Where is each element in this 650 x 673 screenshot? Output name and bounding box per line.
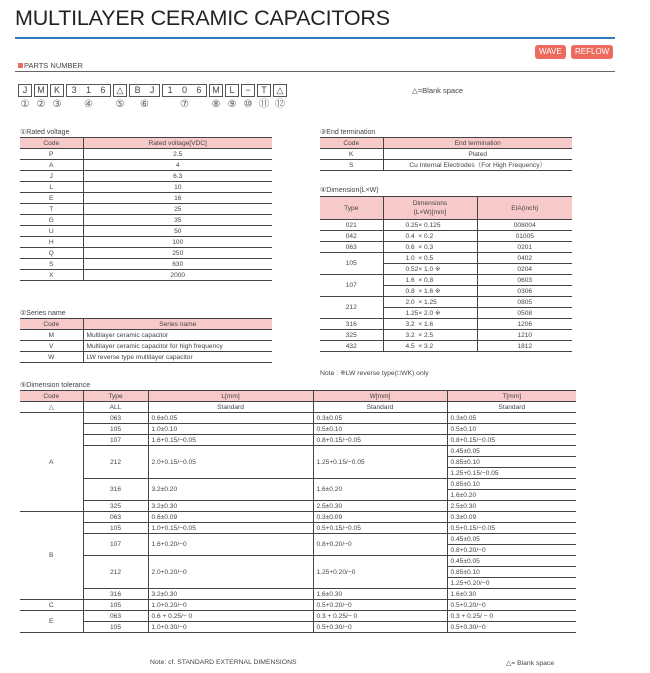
tolerance-note: Note: cf. STANDARD EXTERNAL DIMENSIONS — [150, 659, 297, 666]
table-row — [20, 330, 272, 341]
t-cell: 0.3 + 0.25/ − 0 — [447, 611, 576, 622]
square-bullet-icon — [18, 63, 23, 68]
table-row — [20, 435, 576, 446]
table-cell: 35 — [83, 215, 272, 226]
column-header: Type — [320, 197, 383, 220]
eia-cell: 008004 — [477, 220, 572, 231]
w-cell: 0.8+0.20/−0 — [313, 534, 447, 556]
table-row — [20, 352, 272, 363]
table-cell: M — [20, 330, 83, 341]
column-header: EIA(inch) — [477, 197, 572, 220]
dimension-note: Note : ※LW reverse type(□WK) only — [320, 370, 429, 377]
table-row — [20, 341, 272, 352]
table-cell: 630 — [83, 259, 272, 270]
table-row — [20, 237, 272, 248]
type-cell: 325 — [320, 330, 383, 341]
table-row — [20, 534, 576, 545]
w-cell: 0.8+0.15/−0.05 — [313, 435, 447, 446]
table-row — [320, 275, 572, 286]
type-cell: 316 — [83, 589, 148, 600]
dimension-cell: 1.0 × 0.5 — [383, 253, 477, 264]
table-cell: U — [20, 226, 83, 237]
eia-cell: 1206 — [477, 319, 572, 330]
table-cell: 16 — [83, 193, 272, 204]
type-cell: ALL — [83, 402, 148, 413]
type-cell: 107 — [83, 435, 148, 446]
part-code-box — [129, 84, 160, 97]
part-code-box — [241, 84, 255, 97]
l-cell: 1.0+0.20/−0 — [148, 600, 313, 611]
w-cell: 0.5±0.10 — [313, 424, 447, 435]
position-number: ④ — [84, 99, 93, 110]
w-cell: 1.25+0.20/−0 — [313, 556, 447, 589]
part-code-char: B — [134, 85, 141, 95]
type-cell: 107 — [83, 534, 148, 556]
position-number: ⑦ — [180, 99, 189, 110]
table-cell: 25 — [83, 204, 272, 215]
rated-voltage-label: ①Rated voltage — [20, 129, 70, 136]
column-header: Code — [20, 319, 83, 330]
table-cell: 2.5 — [83, 149, 272, 160]
position-number: ⑧ — [211, 99, 221, 110]
table-cell: H — [20, 237, 83, 248]
table-cell: 100 — [83, 237, 272, 248]
rated-voltage-table — [20, 137, 272, 281]
eia-cell: 0508 — [477, 308, 572, 319]
part-code-char: 1 — [85, 85, 91, 95]
table-cell: W — [20, 352, 83, 363]
type-cell: 325 — [83, 501, 148, 512]
table-cell: LW reverse type multilayer capacitor — [83, 352, 272, 363]
dimension-label: ④Dimension(L×W) — [320, 187, 379, 194]
table-cell: 10 — [83, 182, 272, 193]
type-cell: 316 — [320, 319, 383, 330]
l-cell: 2.0+0.15/−0.05 — [148, 446, 313, 479]
column-header: End termination — [383, 138, 572, 149]
part-code-char: 6 — [196, 85, 202, 95]
t-cell: 0.5+0.15/−0.05 — [447, 523, 576, 534]
l-cell: 1.0±0.10 — [148, 424, 313, 435]
table-row — [320, 319, 572, 330]
table-cell: G — [20, 215, 83, 226]
code-cell: B — [20, 512, 83, 600]
l-cell: 0.6±0.09 — [148, 512, 313, 523]
dimension-cell: 0.52× 1.0 ※ — [383, 264, 477, 275]
eia-cell: 1210 — [477, 330, 572, 341]
t-cell: 1.6±0.20 — [447, 490, 576, 501]
parts-number-heading — [18, 61, 83, 70]
l-cell: 1.6+0.15/−0.05 — [148, 435, 313, 446]
table-cell: X — [20, 270, 83, 281]
type-cell: 105 — [83, 424, 148, 435]
table-cell: T — [20, 204, 83, 215]
t-cell: 1.25+0.20/−0 — [447, 578, 576, 589]
blank-space-note: △=Blank space — [412, 86, 464, 95]
l-cell: 0.6 + 0.25/− 0 — [148, 611, 313, 622]
dimension-cell: 3.2 × 1.6 — [383, 319, 477, 330]
wave-badge: WAVE — [535, 45, 566, 59]
column-header: Code — [20, 391, 83, 402]
table-row — [20, 479, 576, 490]
column-header: Code — [320, 138, 383, 149]
section-divider — [15, 71, 615, 72]
part-code-box — [162, 84, 207, 97]
l-cell: 1.6+0.20/−0 — [148, 534, 313, 556]
dimension-cell: 0.8 × 1.6 ※ — [383, 286, 477, 297]
dimension-cell: 3.2 × 2.5 — [383, 330, 477, 341]
eia-cell: 01005 — [477, 231, 572, 242]
part-code-char: 0 — [181, 85, 187, 95]
position-number: ② — [36, 99, 46, 110]
table-cell: K — [320, 149, 383, 160]
w-cell: 1.6±0.30 — [313, 589, 447, 600]
blank-space-footnote: △= Blank space — [506, 660, 555, 667]
position-number: ⑤ — [115, 99, 125, 110]
table-row — [320, 160, 572, 171]
t-cell: Standard — [447, 402, 576, 413]
type-cell: 063 — [83, 413, 148, 424]
table-cell: A — [20, 160, 83, 171]
position-number: ⑪ — [259, 99, 269, 110]
table-row — [320, 253, 572, 264]
column-header — [383, 197, 477, 220]
type-cell: 063 — [83, 611, 148, 622]
type-cell: 316 — [83, 479, 148, 501]
table-row — [20, 160, 272, 171]
eia-cell: 1812 — [477, 341, 572, 352]
table-cell: J — [20, 171, 83, 182]
part-code-box — [257, 84, 271, 97]
table-cell: L — [20, 182, 83, 193]
table-row — [20, 402, 576, 413]
page-title: MULTILAYER CERAMIC CAPACITORS — [15, 6, 390, 30]
part-code-box — [113, 84, 127, 97]
dimension-cell: 2.0 × 1.25 — [383, 297, 477, 308]
w-cell: Standard — [313, 402, 447, 413]
tolerance-table — [20, 390, 576, 633]
part-code-char: J — [22, 85, 28, 95]
part-code-char: L — [229, 85, 235, 95]
table-row — [20, 556, 576, 567]
type-cell: 105 — [83, 523, 148, 534]
t-cell: 0.5±0.10 — [447, 424, 576, 435]
t-cell: 0.85±0.10 — [447, 479, 576, 490]
table-cell: V — [20, 341, 83, 352]
l-cell: 3.2±0.30 — [148, 501, 313, 512]
table-row — [320, 330, 572, 341]
position-number: ⑩ — [243, 99, 253, 110]
table-row — [20, 622, 576, 633]
t-cell: 0.85±0.10 — [447, 457, 576, 468]
dimension-cell: 0.4 × 0.2 — [383, 231, 477, 242]
w-cell: 0.3±0.09 — [313, 512, 447, 523]
type-cell: 432 — [320, 341, 383, 352]
w-cell: 1.6±0.20 — [313, 479, 447, 501]
table-cell: 4 — [83, 160, 272, 171]
part-code-box — [225, 84, 239, 97]
table-row — [20, 413, 576, 424]
table-row — [20, 204, 272, 215]
table-row — [20, 259, 272, 270]
tolerance-label: ⑤Dimension tolerance — [20, 382, 91, 389]
table-row — [20, 171, 272, 182]
code-cell: C — [20, 600, 83, 611]
eia-cell: 0201 — [477, 242, 572, 253]
part-code-box — [209, 84, 223, 97]
table-cell: Cu Internal Electrodes（For High Frequency） — [383, 160, 572, 171]
t-cell: 1.25+0.15/−0.05 — [447, 468, 576, 479]
dimension-cell: 4.5 × 3.2 — [383, 341, 477, 352]
position-number: ⑨ — [227, 99, 237, 110]
position-number: ⑥ — [140, 99, 149, 110]
type-cell: 212 — [83, 556, 148, 589]
dimension-cell: 1.6 × 0.8 — [383, 275, 477, 286]
type-cell: 021 — [320, 220, 383, 231]
t-cell: 0.8+0.20/−0 — [447, 545, 576, 556]
column-header: Series name — [83, 319, 272, 330]
table-row — [20, 215, 272, 226]
table-row — [20, 523, 576, 534]
table-row — [20, 270, 272, 281]
part-code-char: − — [245, 85, 251, 95]
table-row — [20, 600, 576, 611]
column-header: W[mm] — [313, 391, 447, 402]
part-code-char: △ — [276, 85, 284, 95]
eia-cell: 0805 — [477, 297, 572, 308]
table-row — [20, 589, 576, 600]
eia-cell: 0402 — [477, 253, 572, 264]
code-cell: A — [20, 413, 83, 512]
w-cell: 2.5±0.30 — [313, 501, 447, 512]
header-line: Dimensions — [412, 200, 448, 207]
position-number: ① — [20, 99, 30, 110]
table-cell: 250 — [83, 248, 272, 259]
reflow-badge: REFLOW — [571, 45, 613, 59]
t-cell: 0.3±0.09 — [447, 512, 576, 523]
l-cell: 2.0+0.20/−0 — [148, 556, 313, 589]
table-row — [20, 501, 576, 512]
column-header: T[mm] — [447, 391, 576, 402]
series-name-label: ②Series name — [20, 310, 66, 317]
part-code-char: K — [53, 85, 60, 95]
eia-cell: 0603 — [477, 275, 572, 286]
part-code-char: △ — [116, 85, 124, 95]
part-code-box — [50, 84, 64, 97]
t-cell: 0.85±0.10 — [447, 567, 576, 578]
position-number: ⑫ — [275, 99, 285, 110]
part-code-char: M — [212, 85, 220, 95]
table-cell: P — [20, 149, 83, 160]
type-cell: 063 — [83, 512, 148, 523]
l-cell: 3.2±0.20 — [148, 479, 313, 501]
type-cell: 212 — [320, 297, 383, 319]
table-row — [320, 149, 572, 160]
table-cell: Q — [20, 248, 83, 259]
table-cell: S — [320, 160, 383, 171]
t-cell: 1.6±0.30 — [447, 589, 576, 600]
type-cell: 105 — [83, 600, 148, 611]
w-cell: 0.3±0.05 — [313, 413, 447, 424]
table-cell: S — [20, 259, 83, 270]
type-cell: 063 — [320, 242, 383, 253]
table-cell: Multilayer ceramic capacitor for high frequency — [83, 341, 272, 352]
table-row — [20, 248, 272, 259]
position-number: ③ — [52, 99, 62, 110]
table-row — [320, 242, 572, 253]
part-code-box — [18, 84, 32, 97]
part-code-box — [34, 84, 48, 97]
table-cell: 50 — [83, 226, 272, 237]
dimension-cell: 0.6 × 0.3 — [383, 242, 477, 253]
table-row — [20, 446, 576, 457]
t-cell: 0.5+0.20/−0 — [447, 600, 576, 611]
table-row — [20, 182, 272, 193]
t-cell: 2.5±0.30 — [447, 501, 576, 512]
t-cell: 0.5+0.30/−0 — [447, 622, 576, 633]
end-termination-label: ③End termination — [320, 129, 376, 136]
table-row — [20, 149, 272, 160]
end-termination-table — [320, 137, 572, 171]
table-row — [20, 193, 272, 204]
table-row — [320, 231, 572, 242]
table-cell: Plated — [383, 149, 572, 160]
l-cell: 1.0+0.15/−0.05 — [148, 523, 313, 534]
eia-cell: 0306 — [477, 286, 572, 297]
l-cell: 3.2±0.30 — [148, 589, 313, 600]
t-cell: 0.8+0.15/−0.05 — [447, 435, 576, 446]
t-cell: 0.45±0.05 — [447, 446, 576, 457]
type-cell: 107 — [320, 275, 383, 297]
t-cell: 0.3±0.05 — [447, 413, 576, 424]
table-row — [320, 297, 572, 308]
column-header: Rated voltage[VDC] — [83, 138, 272, 149]
type-cell: 212 — [83, 446, 148, 479]
dimension-cell: 0.25× 0.125 — [383, 220, 477, 231]
t-cell: 0.45±0.05 — [447, 556, 576, 567]
table-row — [20, 611, 576, 622]
table-cell: 2000 — [83, 270, 272, 281]
l-cell: 0.6±0.05 — [148, 413, 313, 424]
table-row — [320, 220, 572, 231]
w-cell: 1.25+0.15/−0.05 — [313, 446, 447, 479]
l-cell: Standard — [148, 402, 313, 413]
part-code-box — [273, 84, 287, 97]
column-header: Code — [20, 138, 83, 149]
table-row — [20, 424, 576, 435]
part-code-char: 1 — [167, 85, 173, 95]
table-row — [320, 341, 572, 352]
t-cell: 0.45±0.05 — [447, 534, 576, 545]
type-cell: 105 — [320, 253, 383, 275]
table-cell: E — [20, 193, 83, 204]
part-code-char: 3 — [71, 85, 77, 95]
title-divider — [15, 37, 615, 39]
w-cell: 0.5+0.20/−0 — [313, 600, 447, 611]
type-cell: 105 — [83, 622, 148, 633]
code-cell: △ — [20, 402, 83, 413]
type-cell: 042 — [320, 231, 383, 242]
column-header: L[mm] — [148, 391, 313, 402]
l-cell: 1.0+0.30/−0 — [148, 622, 313, 633]
parts-number-label: PARTS NUMBER — [24, 61, 83, 70]
w-cell: 0.5+0.15/−0.05 — [313, 523, 447, 534]
header-line: (L×W)[mm] — [413, 209, 447, 216]
series-name-table — [20, 318, 272, 363]
dimension-table — [320, 196, 572, 352]
table-row — [20, 226, 272, 237]
table-cell: Multilayer ceramic capacitor — [83, 330, 272, 341]
part-code-char: J — [149, 85, 155, 95]
w-cell: 0.5+0.30/−0 — [313, 622, 447, 633]
column-header: Type — [83, 391, 148, 402]
w-cell: 0.3 + 0.25/− 0 — [313, 611, 447, 622]
eia-cell: 0204 — [477, 264, 572, 275]
dimension-cell: 1.25× 2.0 ※ — [383, 308, 477, 319]
part-code-char: T — [261, 85, 267, 95]
code-cell: E — [20, 611, 83, 633]
part-code-box — [66, 84, 111, 97]
table-cell: 6.3 — [83, 171, 272, 182]
part-code-char: M — [37, 85, 45, 95]
table-row — [20, 512, 576, 523]
part-code-char: 6 — [100, 85, 106, 95]
